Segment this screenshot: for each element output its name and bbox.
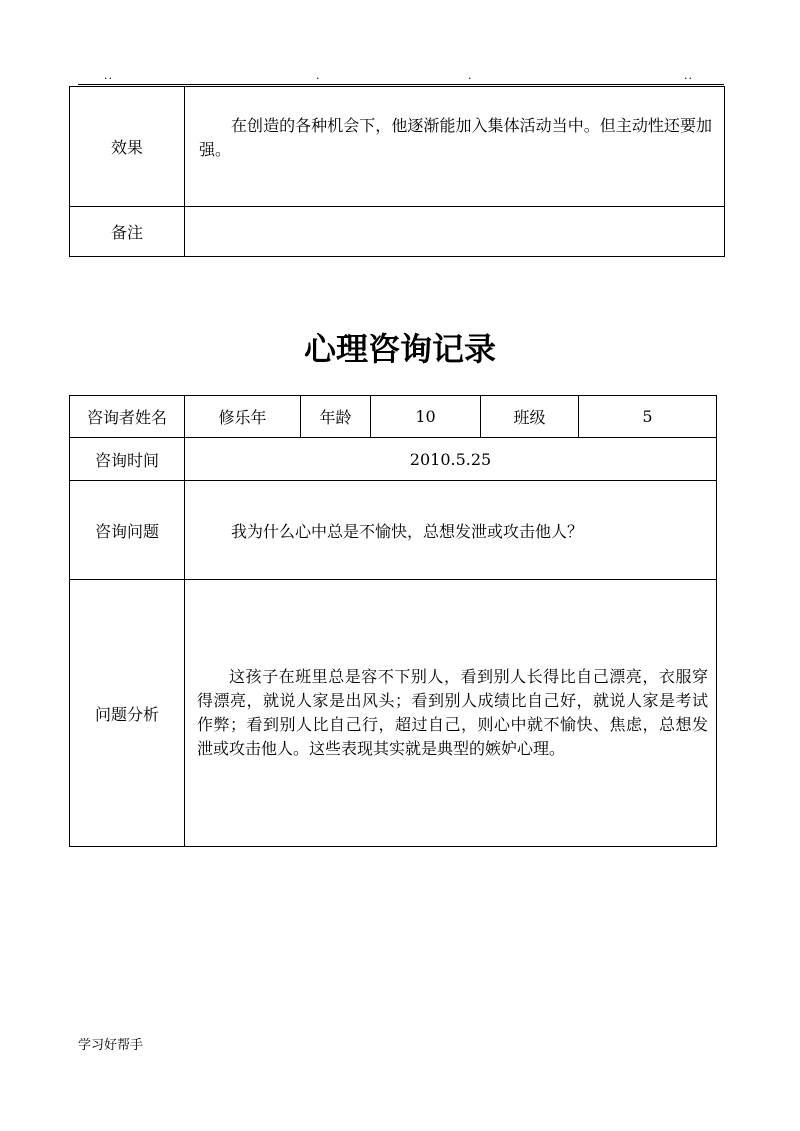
analysis-row xyxy=(70,580,717,847)
age-value: 10 xyxy=(371,396,481,438)
footer-text: 学习好帮手 xyxy=(78,1038,144,1053)
header-mark: . xyxy=(316,69,321,82)
question-row xyxy=(70,481,717,580)
page-title: 心理咨询记录 xyxy=(303,330,496,368)
remarks-label: 备注 xyxy=(70,207,185,257)
time-row xyxy=(70,438,717,481)
remarks-value xyxy=(185,207,725,257)
consultation-record-table xyxy=(69,395,717,847)
header-mark: .. xyxy=(684,69,693,82)
header-rule xyxy=(78,84,724,85)
effect-text: 在创造的各种机会下，他逐渐能加入集体活动当中。但主动性还要加强。 xyxy=(199,115,712,159)
effect-remarks-table xyxy=(69,86,725,257)
analysis-label: 问题分析 xyxy=(70,580,185,847)
class-value: 5 xyxy=(579,396,717,438)
info-row xyxy=(70,396,717,438)
class-label: 班级 xyxy=(481,396,579,438)
analysis-cell xyxy=(185,580,717,847)
name-value: 修乐年 xyxy=(185,396,301,438)
remarks-row xyxy=(70,207,725,257)
name-label: 咨询者姓名 xyxy=(70,396,185,438)
time-label: 咨询时间 xyxy=(70,438,185,481)
age-label: 年龄 xyxy=(301,396,371,438)
question-value: 我为什么心中总是不愉快，总想发泄或攻击他人？ xyxy=(185,481,717,580)
header-mark: . xyxy=(468,69,473,82)
time-value: 2010.5.25 xyxy=(185,438,717,481)
effect-row xyxy=(70,87,725,207)
header-mark: .. xyxy=(104,69,113,82)
question-label: 咨询问题 xyxy=(70,481,185,580)
effect-cell xyxy=(185,87,725,207)
analysis-text: 这孩子在班里总是容不下别人，看到别人长得比自己漂亮，衣服穿得漂亮，就说人家是出风头；看到别人成绩比自己好，就说人家是考试作弊；看到别人比自己行，超过自己，则心中就不愉快、焦虑，总想发泄或攻击他人。这些表现其实就是典型的嫉妒心理。 xyxy=(197,667,708,758)
effect-label: 效果 xyxy=(70,87,185,207)
